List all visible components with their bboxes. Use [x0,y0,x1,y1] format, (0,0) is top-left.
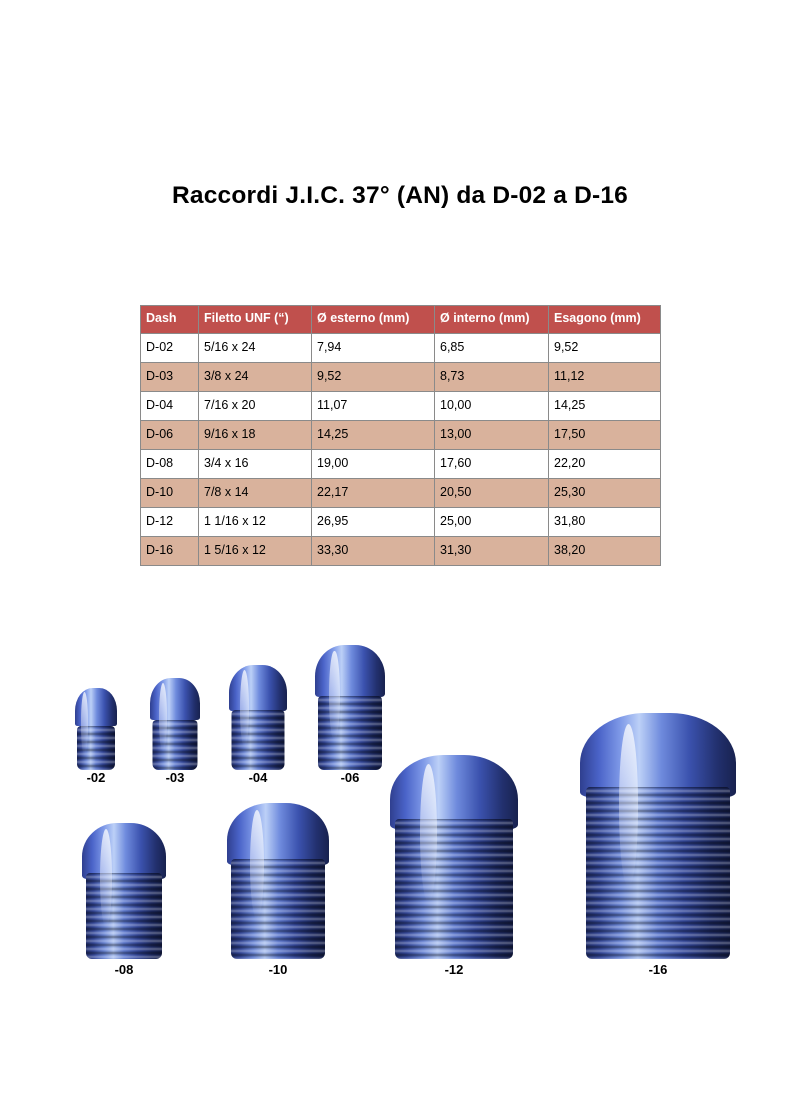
fitting-caption: -08 [114,962,134,977]
cell-inner: 8,73 [435,363,549,392]
cell-inner: 13,00 [435,421,549,450]
column-header-inner-diameter: Ø interno (mm) [435,306,549,334]
threaded-shank [77,726,115,770]
cell-hex: 31,80 [549,508,661,537]
threaded-shank [232,710,285,770]
column-header-outer-diameter: Ø esterno (mm) [312,306,435,334]
cell-outer: 7,94 [312,334,435,363]
cell-dash: D-03 [141,363,199,392]
table-row [141,334,661,363]
fitting-caption: -02 [86,770,106,785]
fitting-body [64,823,184,985]
threaded-shank [153,720,198,770]
cell-thread: 3/8 x 24 [199,363,312,392]
fitting-body [560,713,756,985]
cell-thread: 1 1/16 x 12 [199,508,312,537]
fitting-16 [560,713,756,985]
cell-hex: 17,50 [549,421,661,450]
cell-inner: 17,60 [435,450,549,479]
column-header-hex: Esagono (mm) [549,306,661,334]
flare-cone [580,713,736,797]
cell-hex: 11,12 [549,363,661,392]
table-row [141,392,661,421]
table-row [141,450,661,479]
cell-inner: 31,30 [435,537,549,566]
fittings-illustration [40,645,760,985]
cell-outer: 26,95 [312,508,435,537]
fitting-02 [58,688,134,793]
cell-dash: D-04 [141,392,199,421]
cell-hex: 9,52 [549,334,661,363]
spec-table [140,305,661,566]
cell-dash: D-02 [141,334,199,363]
table-row [141,421,661,450]
cell-outer: 19,00 [312,450,435,479]
table-header [141,306,661,334]
flare-cone [227,803,329,865]
fitting-12 [370,755,538,985]
table-body [141,334,661,566]
table-row [141,508,661,537]
cell-thread: 7/16 x 20 [199,392,312,421]
cell-outer: 33,30 [312,537,435,566]
fitting-body [370,755,538,985]
page-title: Raccordi J.I.C. 37° (AN) da D-02 a D-16 [171,182,628,209]
cell-inner: 20,50 [435,479,549,508]
flare-cone [150,678,200,720]
cell-dash: D-16 [141,537,199,566]
threaded-shank [395,819,513,959]
fitting-04 [212,665,304,793]
cell-hex: 22,20 [549,450,661,479]
threaded-shank [231,859,325,959]
fitting-10 [208,803,348,985]
cell-dash: D-10 [141,479,199,508]
cell-hex: 25,30 [549,479,661,508]
fitting-caption: -04 [248,770,268,785]
fitting-08 [64,823,184,985]
fitting-03 [134,678,216,793]
column-header-thread: Filetto UNF (“) [199,306,312,334]
fitting-caption: -16 [648,962,668,977]
fitting-caption: -10 [268,962,288,977]
table-row [141,479,661,508]
table-header-row [141,306,661,334]
cell-outer: 9,52 [312,363,435,392]
threaded-shank [586,787,730,959]
table-row [141,363,661,392]
spec-table-container [140,305,660,566]
cell-hex: 38,20 [549,537,661,566]
cell-inner: 10,00 [435,392,549,421]
cell-thread: 5/16 x 24 [199,334,312,363]
cell-thread: 1 5/16 x 12 [199,537,312,566]
threaded-shank [86,873,162,959]
flare-cone [390,755,518,829]
fitting-caption: -12 [444,962,464,977]
column-header-dash: Dash [141,306,199,334]
cell-inner: 25,00 [435,508,549,537]
cell-thread: 3/4 x 16 [199,450,312,479]
cell-dash: D-08 [141,450,199,479]
cell-outer: 11,07 [312,392,435,421]
cell-dash: D-12 [141,508,199,537]
cell-thread: 7/8 x 14 [199,479,312,508]
flare-cone [82,823,166,879]
cell-outer: 22,17 [312,479,435,508]
cell-dash: D-06 [141,421,199,450]
cell-outer: 14,25 [312,421,435,450]
flare-cone [315,645,385,697]
fitting-caption: -06 [340,770,360,785]
cell-hex: 14,25 [549,392,661,421]
flare-cone [75,688,117,726]
fitting-body [208,803,348,985]
flare-cone [229,665,287,711]
cell-inner: 6,85 [435,334,549,363]
table-row [141,537,661,566]
cell-thread: 9/16 x 18 [199,421,312,450]
fitting-caption: -03 [165,770,185,785]
